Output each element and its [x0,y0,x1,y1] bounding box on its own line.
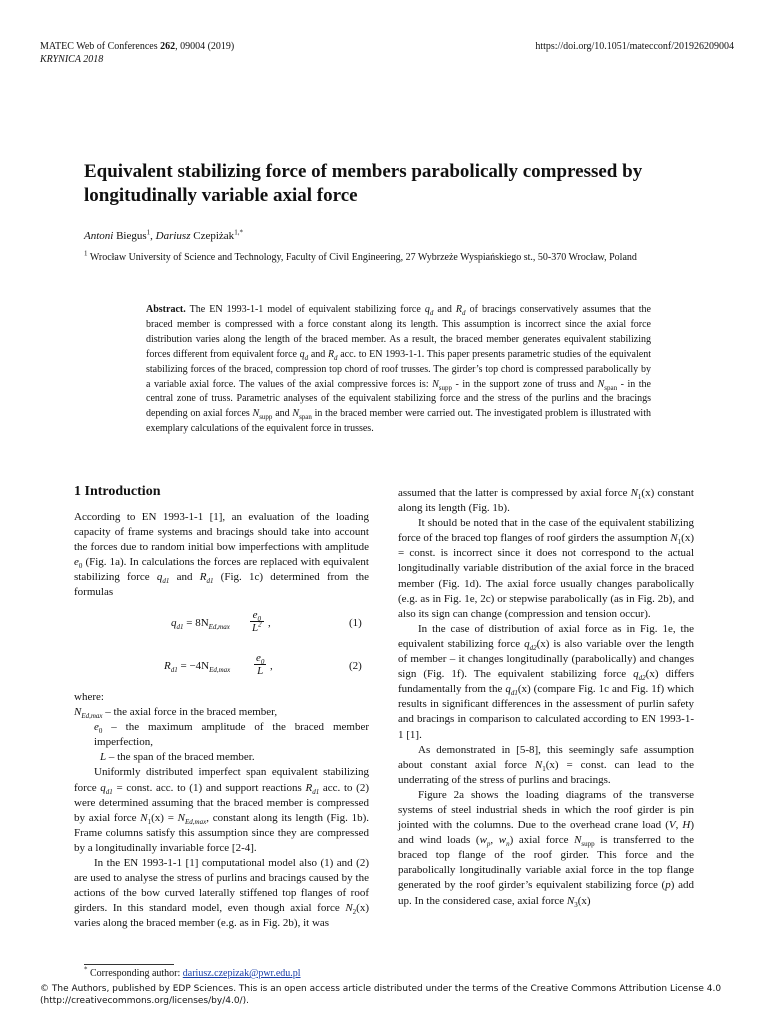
paragraph: In the EN 1993-1-1 [1] computational model also (1) and (2) are used to analyse the stress of purlins and bracings caused by the actions of the bow curved laterally stiffened top flanges of roof girders. In this standard model, even though axial force $N_2(x)$ varies along the braced member (e.g. as in Fig. 2b), it was [74,857,369,930]
paragraph: In the case of distribution of axial force as in Fig. 1e, the equivalent stabilizing force $q_{d2}(x)$ is also variable over the length of member – it changes longitudinally (parabolically) and changes sign (Fig. 1f). The equivalent stabilizing force $q_{d2}(x)$ differs fundamentally from the $q_{d1}(x)$ (compare Fig. 1c and Fig. 1f) which results in significant differences in the assessment of purlin safety and bracings in comparison to calculated according to EN 1993-1-1 [1]. [398,622,694,741]
left-column-intro [74,510,369,601]
definition-n: $N_{Ed,max}$ – the axial force in the braced member, [74,706,278,721]
equation-number: (2) [349,660,362,672]
equation-number: (1) [349,617,362,629]
license-link[interactable]: (http://creativecommons.org/licenses/by/4.0/). [40,996,249,1006]
paper-title: Equivalent stabilizing force of members parabolically compressed by longitudinally variable axial force [84,161,643,206]
event-name: KRYNICA 2018 [40,54,104,65]
footnote-rule [84,964,174,965]
doi-link[interactable]: https://doi.org/10.1051/matecconf/201926209004 [535,41,734,52]
where-label: where: [74,691,104,703]
definition-l: L – the span of the braced member. [100,751,255,764]
paragraph: As demonstrated in [5-8], this seemingly safe assumption about constant axial force $N_1(x)$ = const. can lead to the underrating of the stress of purlins and bracings. [398,743,694,786]
license-notice: © The Authors, published by EDP Sciences. This is an open access article distributed under the terms of the Creative Commons Attribution License 4.0 (http://creativecommons.org/licenses/by/4.0/). [40,983,730,1007]
paragraph: Uniformly distributed imperfect span equivalent stabilizing force $q_{d1}$ = const. acc. to (1) and support reactions $R_{d1}$ acc. to (2) were determined assuming that the braced member is compressed by axial force $N_1(x) = N_{Ed,max}$, constant along its length (Fig. 1b). Frame columns satisfy this assumption since they are compressed by a longitudinally invariable force [2-4]. [74,766,370,854]
right-column [398,486,694,909]
left-column-body [74,690,369,932]
paragraph: According to EN 1993-1-1 [1], an evaluation of the loading capacity of frame systems and bracings should take into account the forces due to random initial bow imperfections with amplitude $e_0$ (Fig. 1a). In calculations the forces are replaced with equivalent stabilizing force $q_{d1}$ and $R_{d1}$ (Fig. 1c) determined from the formulas [74,511,370,599]
paragraph: It should be noted that in the case of the equivalent stabilizing force of the braced top flanges of roof girders the assumption $N_1(x)$ = const. is incorrect since it does not correspond to the actual longitudinally variable distribution of the axial force in the braced member (Fig. 1d). The axial force usually changes parabolically (e.g. as in Fig. 1e, 2c) or stepwise parabolically (as in Fig. 2b), and also its sign can change (compression and tension occur). [398,517,694,620]
affiliation: $^1$ Wrocław University of Science and Technology, Faculty of Civil Engineering, 27 Wybrzeże Wyspiańskiego st., 50-370 Wrocław, Poland [84,249,637,263]
running-header-left [40,40,234,66]
author-email-link[interactable]: dariusz.czepizak@pwr.edu.pl [182,968,301,979]
equation-1: $q_{d1} = 8N_{Ed,max}$ $\frac{e_0}{L^2}$ , (1) [171,609,362,634]
journal-citation: MATEC Web of Conferences 262, 09004 (2019) [40,41,235,52]
equation-2: $R_{d1} = -4N_{Ed,max}$ $\frac{e_0}{L}$ , (2) [164,652,362,677]
footnote: * Corresponding author: dariusz.czepizak@pwr.edu.pl [84,965,301,979]
author-list: Antoni Biegus$^1$, Dariusz Czepiżak$^{1,*}$ [84,228,243,242]
paragraph: assumed that the latter is compressed by axial force $N_1(x)$ constant along its length (Fig. 1b). [398,487,694,515]
abstract: Abstract. The EN 1993-1-1 model of equivalent stabilizing force $q_d$ and $R_d$ of bracings conservatively assumes that the braced member is compressed with a force constant along its length. This assumption is incorrect since the axial force distribution varies along the length of the braced member. As a result, the braced member generates equivalent stabilizing forces different from equivalent force $q_d$ and $R_d$ acc. to EN 1993-1-1. This paper presents parametric studies of the equivalent stabilizing forces of the braced, compression top chord of roof trusses. The girder’s top chord is compressed parabolically by a variable axial force. The values of the axial compressive forces is: $N_{supp}$ - in the support zone of truss and $N_{span}$ - in the central zone of truss. Parametric analyses of the equivalent stabilizing force and the stress of the purlins and the bracings depending on axial forces $N_{supp}$ and $N_{span}$ in the braced member were carried out. The investigated problem is illustrated with exemplary calculations of the equivalent force in trusses. [146,304,651,435]
section-heading: 1 Introduction [74,484,161,499]
definition-e0: $e_0$ – the maximum amplitude of the braced member imperfection, [94,721,369,749]
paragraph: Figure 2a shows the loading diagrams of the transverse systems of steel industrial sheds in which the roof girder is pin jointed with the columns. Due to the overhead crane load (V, H) and wind loads ($w_p$, $w_n$) axial force $N_{supp}$ is transferred to the braced top flange of the roof girder. This force and the parabolically longitudinally variable axial force in the top flange generated by the roof girder’s equivalent stabilizing force (p) add up. In the considered case, axial force $N_3(x)$ [398,788,695,909]
abstract-label: Abstract. [146,304,186,315]
